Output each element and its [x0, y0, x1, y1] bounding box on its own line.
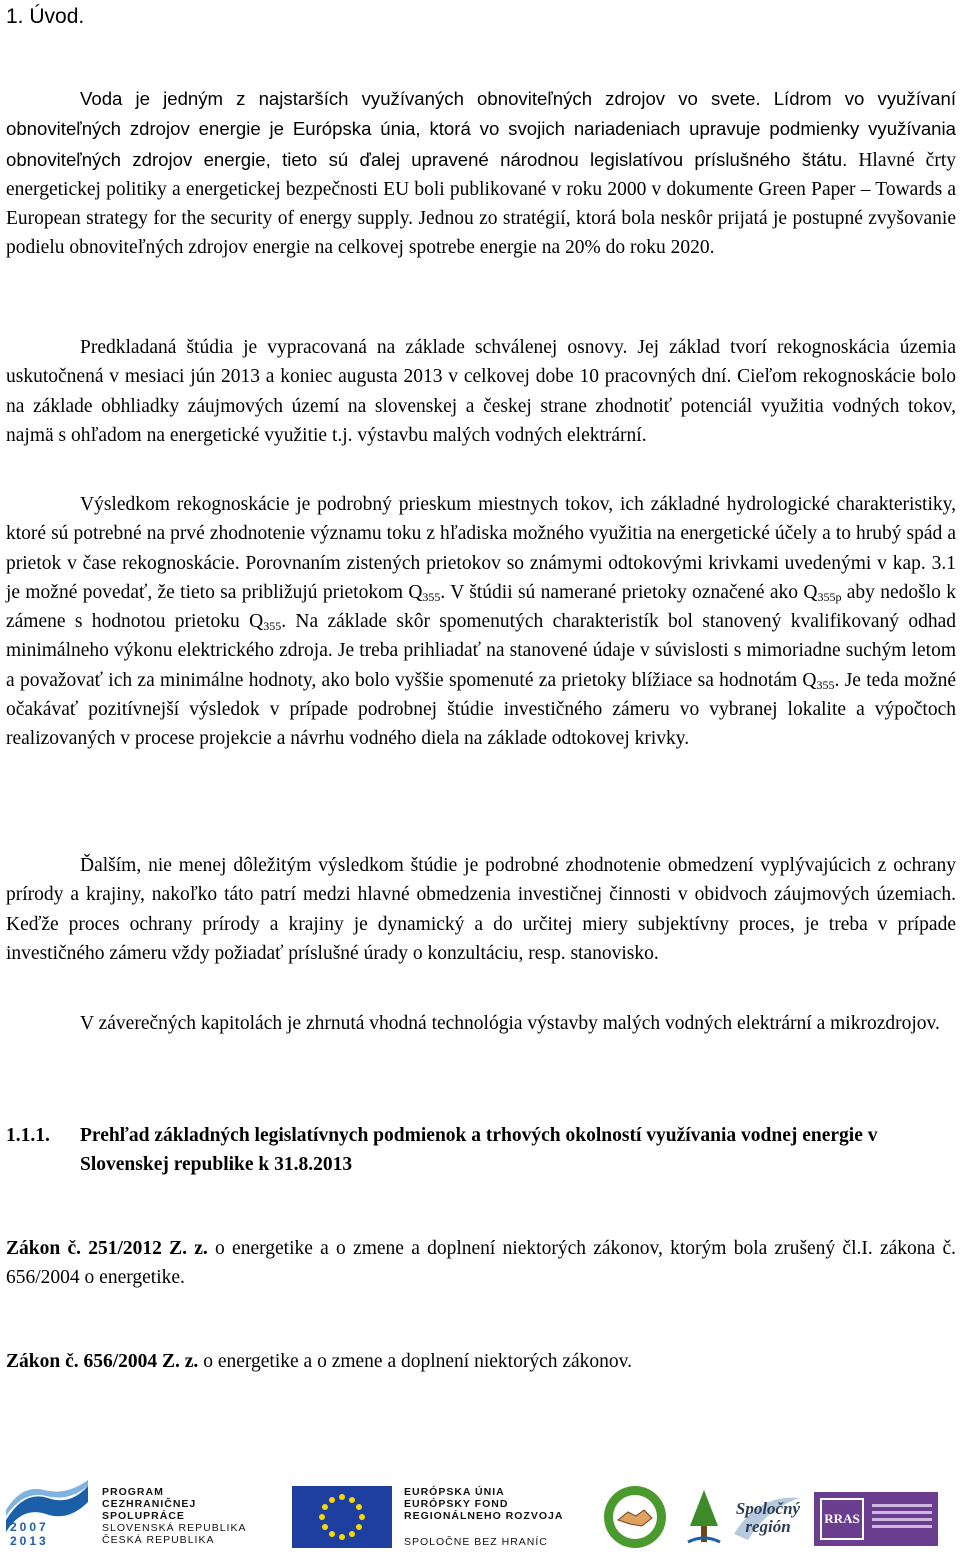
paragraph-intro: [6, 84, 956, 263]
paragraph-intro-part-a: Voda je jedným z najstarších využívaných obnoviteľných zdrojov vo svete. Lídrom vo využívaní obnoviteľných zdrojov energie je Európska únia, ktorá vo svojich nariadeniach upravuje podmienky využívania obnoviteľných zdrojov energie, tieto sú ďalej upravené národnou legislatívou príslušného štátu.: [6, 88, 956, 170]
results-text-5: . Je teda možné očakávať pozitívnejší výsledok v prípade podrobnej štúdie investičného zámeru vo vybranej lokalite a výpočtoch realizovaných v procese projekcie a návrhu vodného diela na základe odtokovej krivky.: [6, 669, 956, 750]
results-subscript-1: 355: [422, 589, 441, 604]
cross-border-program-logo: [4, 1480, 90, 1550]
eu-flag-logo: [292, 1486, 392, 1548]
rras-logo: [814, 1492, 938, 1546]
program-line: PROGRAM: [102, 1486, 164, 1498]
partnership-circle-logo: [590, 1484, 680, 1550]
tree-logo: [684, 1486, 724, 1548]
law-item: [6, 1347, 956, 1376]
program-line: CEZHRANIČNEJ: [102, 1498, 197, 1510]
tree-icon: [684, 1486, 724, 1548]
results-subscript-2: 355p: [817, 589, 842, 604]
section-number: 1.1.1.: [6, 1125, 50, 1146]
rras-lines: [872, 1500, 932, 1538]
results-text-1: Výsledkom rekognoskácie je podrobný prieskum miestnych tokov, ich základné hydrologické charakteristiky, ktoré sú potrebné na prvé zhodnotenie významu toku z hľadiska možného využitia na energetické účely a to hrubý spád a prietok v čase rekognoskácie. Porovnaním zistených prietokov so známymi odtokovými krivkami uvedenými v kap. 3.1 je možné povedať, že tieto sa približujú prietokom Q: [6, 494, 956, 603]
eu-line: SPOLOČNE BEZ HRANÍC: [404, 1536, 548, 1548]
results-subscript-3: 355: [263, 619, 282, 634]
program-year-start: 2007: [10, 1520, 49, 1534]
program-year-end: 2013: [10, 1534, 49, 1548]
results-text-4: . Na základe skôr spomenutých charakteristík bol stanovený kvalifikovaný odhad minimálneho výkonu elektrického zdroja. Je treba prihliadať na stanovené údaje v súvislosti s mimoriadne suchým letom a považovať ich za minimálne hodnoty, ako bolo vyššie spomenuté za prietoky blížiace sa hodnotám Q: [6, 611, 956, 691]
results-text-3: aby nedošlo k zámene s hodnotou prietoku Q: [6, 581, 956, 633]
paragraph-conclusion: [6, 1009, 956, 1038]
section-heading: [6, 1121, 956, 1180]
paragraph-study-text: Predkladaná štúdia je vypracovaná na základe schválenej osnovy. Jej základ tvorí rekognoskácia územia uskutočnená v mesiaci jún 2013 a koniec augusta 2013 v celkovej dobe 10 pracovných dní. Cieľom rekognoskácie bolo na základe obhliadky záujmových území na slovenskej a českej strane zhodnotiť potenciál využitia vodných tokov, najmä s ohľadom na energetické využitie t.j. výstavbu malých vodných elektrární.: [6, 337, 956, 446]
program-line: SPOLUPRÁCE: [102, 1510, 185, 1522]
eu-line: EURÓPSKA ÚNIA: [404, 1486, 505, 1498]
law-title: Zákon č. 656/2004 Z. z.: [6, 1351, 199, 1372]
chapter-title: 1. Úvod.: [6, 5, 85, 28]
handshake-icon: [590, 1484, 680, 1550]
paragraph-results: [6, 490, 956, 754]
paragraph-conclusion-text: V záverečných kapitolách je zhrnutá vhodná technológia výstavby malých vodných elektrární a mikrozdrojov.: [80, 1013, 940, 1034]
footer-logos: [0, 1478, 960, 1551]
program-line: ČESKÁ REPUBLIKA: [102, 1534, 215, 1546]
eu-text: [404, 1486, 563, 1548]
paragraph-nature: [6, 851, 956, 968]
program-text: [102, 1486, 246, 1546]
law-description: o energetike a o zmene a doplnení niektorých zákonov, ktorým bola zrušený čl.I. zákona č. 656/2004 o energetike.: [6, 1238, 956, 1289]
common-region-text: Spoločný región: [735, 1499, 801, 1536]
common-region-logo: [728, 1488, 806, 1546]
law-title: Zákon č. 251/2012 Z. z.: [6, 1238, 208, 1259]
paragraph-nature-text: Ďalším, nie menej dôležitým výsledkom štúdie je podrobné zhodnotenie obmedzení vyplývajúcich z ochrany prírody a krajiny, nakoľko táto patrí medzi hlavné obmedzenia investičnej činnosti v obidvoch záujmových územiach. Keďže proces ochrany prírody a krajiny je dynamický a do určitej miery subjektívny proces, je treba v prípade investičného zámeru vždy požiadať príslušné úrady o konzultáciu, resp. stanovisko.: [6, 855, 956, 964]
law-item: [6, 1234, 956, 1293]
section-title: Prehľad základných legislatívnych podmienok a trhových okolností využívania vodnej energie v Slovenskej republike k 31.8.2013: [80, 1125, 878, 1176]
eu-stars-icon: [292, 1486, 392, 1548]
law-description: o energetike a o zmene a doplnení niektorých zákonov.: [198, 1351, 633, 1372]
eu-line: EURÓPSKY FOND: [404, 1498, 509, 1510]
eu-line: REGIONÁLNEHO ROZVOJA: [404, 1510, 564, 1522]
results-subscript-4: 355: [816, 677, 835, 692]
rras-mark: RRAS: [820, 1498, 864, 1540]
paragraph-intro-part-b: Hlavné črty energetickej politiky a energetickej bezpečnosti EU boli publikované v roku 2000 v dokumente Green Paper – Towards a European strategy for the security of energy supply. Jednou zo stratégií, ktorá bola neskôr prijatá je postupné zvyšovanie podielu obnoviteľných zdrojov energie na celkovej spotrebe energie na 20% do roku 2020.: [6, 149, 956, 259]
paragraph-study: [6, 333, 956, 450]
program-line: SLOVENSKÁ REPUBLIKA: [102, 1522, 247, 1534]
results-text-2: . V štúdii sú namerané prietoky označené ako Q: [440, 581, 818, 603]
